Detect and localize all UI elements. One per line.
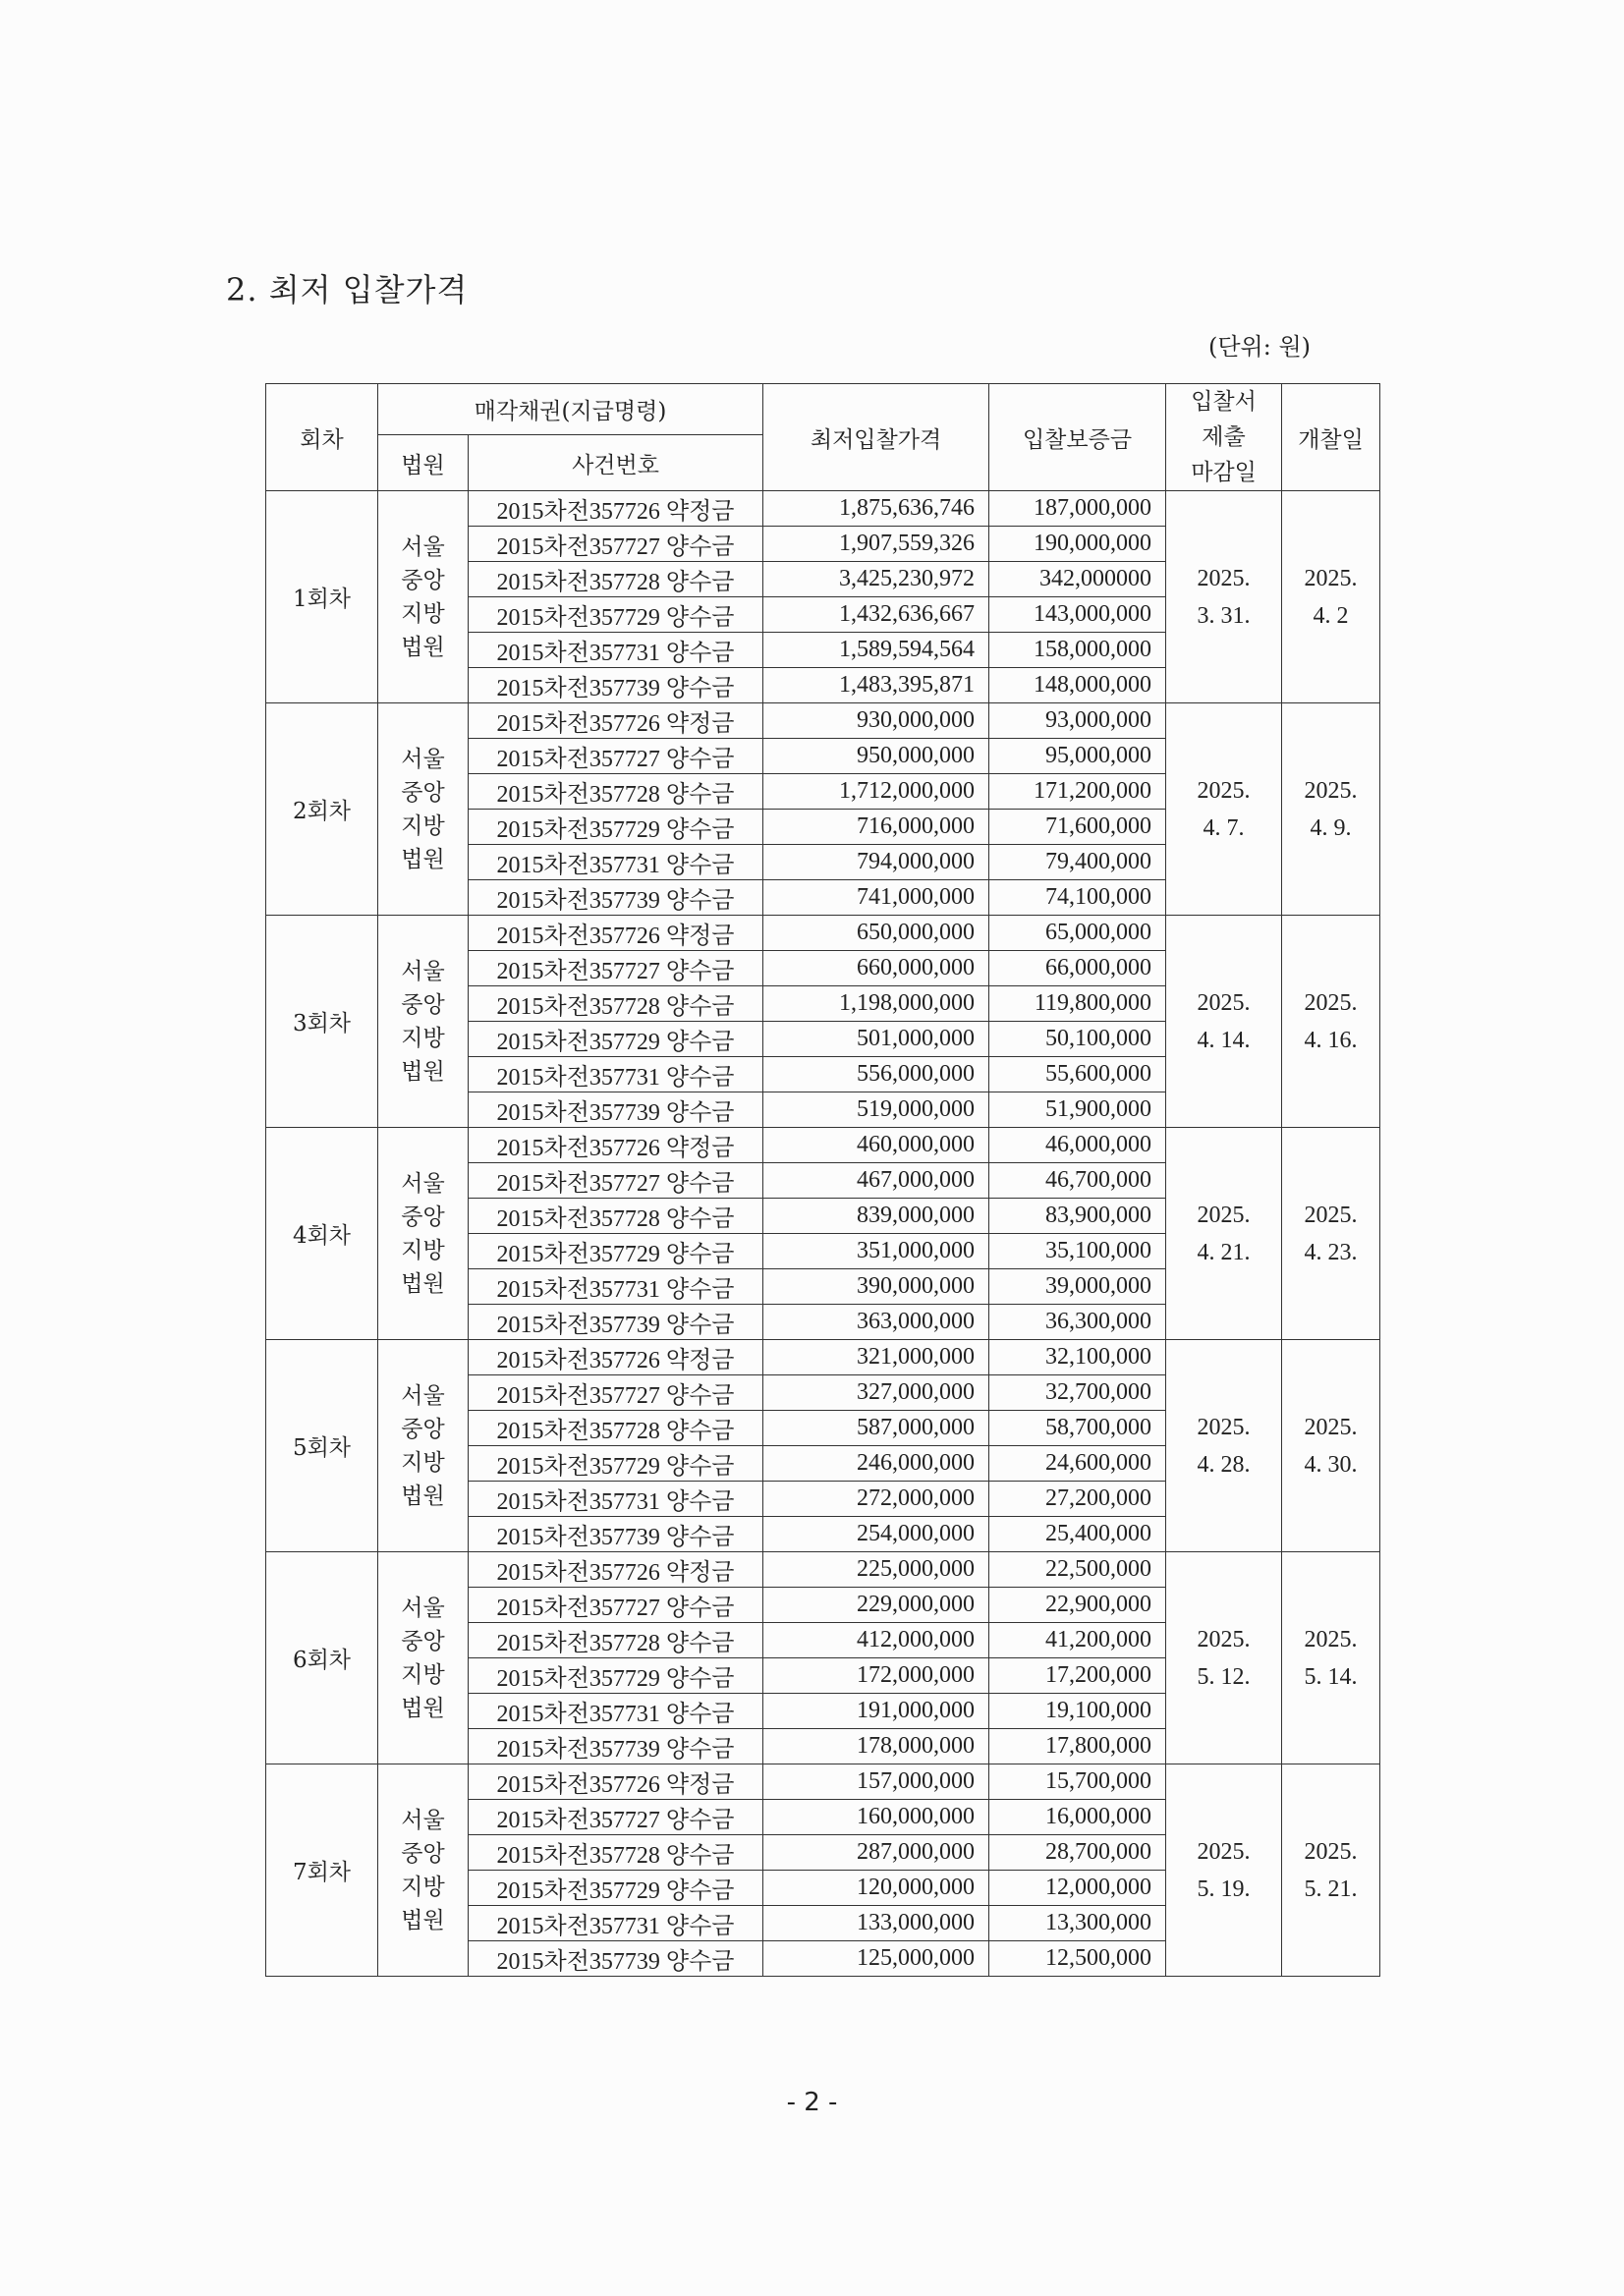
case-number-cell: 2015차전357727 양수금 xyxy=(469,739,763,774)
opening-date-line: 2025. xyxy=(1304,1414,1358,1440)
round-cell: 5회차 xyxy=(266,1340,378,1552)
section-heading: 2. 최저 입찰가격 xyxy=(226,271,469,308)
table-row xyxy=(266,491,1380,527)
court-label-line: 중앙 xyxy=(401,779,445,806)
opening-date-line: 4. 16. xyxy=(1304,1027,1358,1053)
court-label-line: 법원 xyxy=(401,1483,445,1509)
case-number-cell: 2015차전357726 약정금 xyxy=(469,1340,763,1375)
case-number-cell: 2015차전357726 약정금 xyxy=(469,1552,763,1588)
court-label-line: 지방 xyxy=(401,600,445,627)
min-bid-cell: 794,000,000 xyxy=(763,845,989,880)
court-label-line: 중앙 xyxy=(401,1628,445,1654)
deposit-cell: 19,100,000 xyxy=(989,1694,1166,1729)
case-number-cell: 2015차전357731 양수금 xyxy=(469,1906,763,1941)
opening-date-line: 4. 9. xyxy=(1310,814,1352,841)
deposit-cell: 74,100,000 xyxy=(989,880,1166,916)
deposit-cell: 16,000,000 xyxy=(989,1800,1166,1835)
minimum-bid-table xyxy=(265,383,1380,1977)
min-bid-cell: 412,000,000 xyxy=(763,1623,989,1658)
opening-date-line: 2025. xyxy=(1304,1838,1358,1865)
case-number-cell: 2015차전357726 약정금 xyxy=(469,491,763,527)
deposit-cell: 39,000,000 xyxy=(989,1269,1166,1305)
header-deadline-line: 제출 xyxy=(1202,424,1246,450)
case-number-cell: 2015차전357729 양수금 xyxy=(469,1658,763,1694)
court-label-line: 법원 xyxy=(401,846,445,872)
deposit-cell: 41,200,000 xyxy=(989,1623,1166,1658)
deposit-cell: 22,500,000 xyxy=(989,1552,1166,1588)
deadline-date-line: 2025. xyxy=(1197,1414,1251,1440)
court-cell xyxy=(378,1128,469,1340)
deadline-cell xyxy=(1166,1128,1282,1340)
court-cell xyxy=(378,491,469,703)
opening-date-line: 5. 14. xyxy=(1304,1663,1358,1690)
deposit-cell: 95,000,000 xyxy=(989,739,1166,774)
min-bid-cell: 1,432,636,667 xyxy=(763,597,989,633)
court-label-line: 중앙 xyxy=(401,1204,445,1230)
min-bid-cell: 120,000,000 xyxy=(763,1871,989,1906)
deposit-cell: 58,700,000 xyxy=(989,1411,1166,1446)
case-number-cell: 2015차전357739 양수금 xyxy=(469,1092,763,1128)
min-bid-cell: 1,589,594,564 xyxy=(763,633,989,668)
deposit-cell: 158,000,000 xyxy=(989,633,1166,668)
opening-cell xyxy=(1282,1552,1380,1764)
min-bid-cell: 327,000,000 xyxy=(763,1375,989,1411)
deadline-date-line: 5. 19. xyxy=(1197,1876,1251,1902)
court-label-line: 법원 xyxy=(401,1907,445,1933)
min-bid-cell: 556,000,000 xyxy=(763,1057,989,1092)
min-bid-cell: 390,000,000 xyxy=(763,1269,989,1305)
deposit-cell: 148,000,000 xyxy=(989,668,1166,703)
round-cell: 1회차 xyxy=(266,491,378,703)
header-deadline-line: 마감일 xyxy=(1191,460,1257,485)
min-bid-cell: 191,000,000 xyxy=(763,1694,989,1729)
min-bid-cell: 587,000,000 xyxy=(763,1411,989,1446)
case-number-cell: 2015차전357731 양수금 xyxy=(469,633,763,668)
table-row xyxy=(266,916,1380,951)
round-cell: 6회차 xyxy=(266,1552,378,1764)
court-label-line: 법원 xyxy=(401,1058,445,1085)
deadline-date-line: 5. 12. xyxy=(1197,1663,1251,1690)
deposit-cell: 27,200,000 xyxy=(989,1482,1166,1517)
deposit-cell: 50,100,000 xyxy=(989,1022,1166,1057)
min-bid-cell: 172,000,000 xyxy=(763,1658,989,1694)
deposit-cell: 32,700,000 xyxy=(989,1375,1166,1411)
min-bid-cell: 229,000,000 xyxy=(763,1588,989,1623)
deposit-cell: 28,700,000 xyxy=(989,1835,1166,1871)
min-bid-cell: 1,875,636,746 xyxy=(763,491,989,527)
opening-cell xyxy=(1282,703,1380,916)
deposit-cell: 13,300,000 xyxy=(989,1906,1166,1941)
deposit-cell: 55,600,000 xyxy=(989,1057,1166,1092)
deposit-cell: 12,500,000 xyxy=(989,1941,1166,1977)
deadline-cell xyxy=(1166,916,1282,1128)
min-bid-cell: 254,000,000 xyxy=(763,1517,989,1552)
deadline-cell xyxy=(1166,703,1282,916)
header-deadline-line: 입찰서 xyxy=(1191,389,1257,415)
case-number-cell: 2015차전357728 양수금 xyxy=(469,774,763,810)
case-number-cell: 2015차전357727 양수금 xyxy=(469,1588,763,1623)
court-label-line: 법원 xyxy=(401,634,445,660)
court-label-line: 서울 xyxy=(401,1807,445,1833)
opening-date-line: 4. 30. xyxy=(1304,1451,1358,1478)
table-row xyxy=(266,1128,1380,1163)
deposit-cell: 17,800,000 xyxy=(989,1729,1166,1764)
opening-cell xyxy=(1282,1764,1380,1977)
round-cell: 3회차 xyxy=(266,916,378,1128)
case-number-cell: 2015차전357731 양수금 xyxy=(469,845,763,880)
case-number-cell: 2015차전357729 양수금 xyxy=(469,1871,763,1906)
deposit-cell: 83,900,000 xyxy=(989,1199,1166,1234)
min-bid-cell: 519,000,000 xyxy=(763,1092,989,1128)
opening-date-line: 2025. xyxy=(1304,1626,1358,1652)
case-number-cell: 2015차전357728 양수금 xyxy=(469,1835,763,1871)
deposit-cell: 25,400,000 xyxy=(989,1517,1166,1552)
court-cell xyxy=(378,916,469,1128)
deadline-date-line: 4. 7. xyxy=(1203,814,1245,841)
case-number-cell: 2015차전357727 양수금 xyxy=(469,1800,763,1835)
deadline-date-line: 2025. xyxy=(1197,1838,1251,1865)
case-number-cell: 2015차전357727 양수금 xyxy=(469,1163,763,1199)
case-number-cell: 2015차전357729 양수금 xyxy=(469,1234,763,1269)
deposit-cell: 93,000,000 xyxy=(989,703,1166,739)
court-label-line: 서울 xyxy=(401,1595,445,1621)
court-label-line: 지방 xyxy=(401,1661,445,1688)
opening-date-line: 2025. xyxy=(1304,777,1358,804)
min-bid-cell: 178,000,000 xyxy=(763,1729,989,1764)
header-opening: 개찰일 xyxy=(1282,384,1380,491)
deposit-cell: 22,900,000 xyxy=(989,1588,1166,1623)
opening-date-line: 2025. xyxy=(1304,1202,1358,1228)
min-bid-cell: 246,000,000 xyxy=(763,1446,989,1482)
round-cell: 2회차 xyxy=(266,703,378,916)
case-number-cell: 2015차전357728 양수금 xyxy=(469,1411,763,1446)
court-label-line: 서울 xyxy=(401,958,445,984)
deposit-cell: 190,000,000 xyxy=(989,527,1166,562)
min-bid-cell: 716,000,000 xyxy=(763,810,989,845)
deposit-cell: 15,700,000 xyxy=(989,1764,1166,1800)
deadline-cell xyxy=(1166,1764,1282,1977)
min-bid-cell: 157,000,000 xyxy=(763,1764,989,1800)
case-number-cell: 2015차전357727 양수금 xyxy=(469,1375,763,1411)
opening-date-line: 4. 2 xyxy=(1313,602,1349,629)
deadline-date-line: 4. 21. xyxy=(1197,1239,1251,1265)
opening-date-line: 2025. xyxy=(1304,565,1358,591)
min-bid-cell: 650,000,000 xyxy=(763,916,989,951)
case-number-cell: 2015차전357739 양수금 xyxy=(469,668,763,703)
case-number-cell: 2015차전357731 양수금 xyxy=(469,1269,763,1305)
court-cell xyxy=(378,1764,469,1977)
case-number-cell: 2015차전357729 양수금 xyxy=(469,810,763,845)
court-label-line: 법원 xyxy=(401,1695,445,1721)
court-label-line: 지방 xyxy=(401,1449,445,1476)
court-label-line: 지방 xyxy=(401,1025,445,1051)
unit-note: (단위: 원) xyxy=(1208,333,1311,361)
deadline-cell xyxy=(1166,1552,1282,1764)
min-bid-cell: 272,000,000 xyxy=(763,1482,989,1517)
min-bid-cell: 660,000,000 xyxy=(763,951,989,986)
case-number-cell: 2015차전357739 양수금 xyxy=(469,880,763,916)
case-number-cell: 2015차전357726 약정금 xyxy=(469,1128,763,1163)
min-bid-cell: 741,000,000 xyxy=(763,880,989,916)
court-label-line: 중앙 xyxy=(401,1416,445,1442)
opening-cell xyxy=(1282,491,1380,703)
header-case-no: 사건번호 xyxy=(469,435,763,491)
case-number-cell: 2015차전357728 양수금 xyxy=(469,1199,763,1234)
court-label-line: 중앙 xyxy=(401,991,445,1018)
opening-cell xyxy=(1282,1128,1380,1340)
min-bid-cell: 321,000,000 xyxy=(763,1340,989,1375)
deposit-cell: 71,600,000 xyxy=(989,810,1166,845)
case-number-cell: 2015차전357727 양수금 xyxy=(469,527,763,562)
court-label-line: 서울 xyxy=(401,1170,445,1197)
deposit-cell: 24,600,000 xyxy=(989,1446,1166,1482)
deposit-cell: 17,200,000 xyxy=(989,1658,1166,1694)
min-bid-cell: 287,000,000 xyxy=(763,1835,989,1871)
table-row xyxy=(266,1340,1380,1375)
court-label-line: 서울 xyxy=(401,1382,445,1409)
case-number-cell: 2015차전357727 양수금 xyxy=(469,951,763,986)
opening-cell xyxy=(1282,916,1380,1128)
min-bid-cell: 1,907,559,326 xyxy=(763,527,989,562)
deposit-cell: 51,900,000 xyxy=(989,1092,1166,1128)
table-row xyxy=(266,1764,1380,1800)
case-number-cell: 2015차전357739 양수금 xyxy=(469,1305,763,1340)
round-cell: 7회차 xyxy=(266,1764,378,1977)
case-number-cell: 2015차전357729 양수금 xyxy=(469,1022,763,1057)
court-label-line: 서울 xyxy=(401,746,445,772)
deposit-cell: 342,000000 xyxy=(989,562,1166,597)
deadline-date-line: 3. 31. xyxy=(1197,602,1251,629)
min-bid-cell: 225,000,000 xyxy=(763,1552,989,1588)
header-min-bid: 최저입찰가격 xyxy=(763,384,989,491)
opening-cell xyxy=(1282,1340,1380,1552)
min-bid-cell: 467,000,000 xyxy=(763,1163,989,1199)
court-cell xyxy=(378,703,469,916)
deposit-cell: 143,000,000 xyxy=(989,597,1166,633)
min-bid-cell: 1,483,395,871 xyxy=(763,668,989,703)
deposit-cell: 119,800,000 xyxy=(989,986,1166,1022)
deadline-date-line: 4. 14. xyxy=(1197,1027,1251,1053)
deposit-cell: 32,100,000 xyxy=(989,1340,1166,1375)
case-number-cell: 2015차전357731 양수금 xyxy=(469,1057,763,1092)
min-bid-cell: 3,425,230,972 xyxy=(763,562,989,597)
court-label-line: 지방 xyxy=(401,1237,445,1263)
min-bid-cell: 125,000,000 xyxy=(763,1941,989,1977)
court-label-line: 지방 xyxy=(401,812,445,839)
deadline-date-line: 2025. xyxy=(1197,565,1251,591)
case-number-cell: 2015차전357731 양수금 xyxy=(469,1482,763,1517)
deposit-cell: 66,000,000 xyxy=(989,951,1166,986)
header-deadline xyxy=(1166,384,1282,491)
case-number-cell: 2015차전357729 양수금 xyxy=(469,597,763,633)
opening-date-line: 5. 21. xyxy=(1304,1876,1358,1902)
table-row xyxy=(266,703,1380,739)
header-court: 법원 xyxy=(378,435,469,491)
opening-date-line: 2025. xyxy=(1304,989,1358,1016)
deadline-date-line: 2025. xyxy=(1197,989,1251,1016)
round-cell: 4회차 xyxy=(266,1128,378,1340)
deposit-cell: 187,000,000 xyxy=(989,491,1166,527)
deadline-date-line: 2025. xyxy=(1197,777,1251,804)
deadline-date-line: 2025. xyxy=(1197,1202,1251,1228)
opening-date-line: 4. 23. xyxy=(1304,1239,1358,1265)
case-number-cell: 2015차전357739 양수금 xyxy=(469,1517,763,1552)
court-label-line: 지방 xyxy=(401,1874,445,1900)
min-bid-cell: 839,000,000 xyxy=(763,1199,989,1234)
min-bid-cell: 1,198,000,000 xyxy=(763,986,989,1022)
min-bid-cell: 160,000,000 xyxy=(763,1800,989,1835)
case-number-cell: 2015차전357726 약정금 xyxy=(469,703,763,739)
deposit-cell: 171,200,000 xyxy=(989,774,1166,810)
deposit-cell: 46,700,000 xyxy=(989,1163,1166,1199)
deadline-date-line: 4. 28. xyxy=(1197,1451,1251,1478)
case-number-cell: 2015차전357726 약정금 xyxy=(469,1764,763,1800)
case-number-cell: 2015차전357728 양수금 xyxy=(469,986,763,1022)
case-number-cell: 2015차전357728 양수금 xyxy=(469,1623,763,1658)
deposit-cell: 12,000,000 xyxy=(989,1871,1166,1906)
deadline-date-line: 2025. xyxy=(1197,1626,1251,1652)
min-bid-cell: 930,000,000 xyxy=(763,703,989,739)
deposit-cell: 36,300,000 xyxy=(989,1305,1166,1340)
case-number-cell: 2015차전357739 양수금 xyxy=(469,1941,763,1977)
min-bid-cell: 133,000,000 xyxy=(763,1906,989,1941)
court-label-line: 중앙 xyxy=(401,567,445,593)
table-row xyxy=(266,1552,1380,1588)
deposit-cell: 65,000,000 xyxy=(989,916,1166,951)
deadline-cell xyxy=(1166,491,1282,703)
header-deposit: 입찰보증금 xyxy=(989,384,1166,491)
case-number-cell: 2015차전357726 약정금 xyxy=(469,916,763,951)
min-bid-cell: 460,000,000 xyxy=(763,1128,989,1163)
table-body xyxy=(266,491,1380,1977)
deposit-cell: 79,400,000 xyxy=(989,845,1166,880)
min-bid-cell: 1,712,000,000 xyxy=(763,774,989,810)
case-number-cell: 2015차전357739 양수금 xyxy=(469,1729,763,1764)
court-label-line: 중앙 xyxy=(401,1840,445,1867)
court-cell xyxy=(378,1340,469,1552)
deposit-cell: 46,000,000 xyxy=(989,1128,1166,1163)
min-bid-cell: 950,000,000 xyxy=(763,739,989,774)
court-label-line: 서울 xyxy=(401,533,445,560)
min-bid-cell: 501,000,000 xyxy=(763,1022,989,1057)
court-label-line: 법원 xyxy=(401,1270,445,1297)
min-bid-cell: 351,000,000 xyxy=(763,1234,989,1269)
page-number: - 2 - xyxy=(786,2088,838,2117)
court-cell xyxy=(378,1552,469,1764)
header-round: 회차 xyxy=(266,384,378,491)
min-bid-cell: 363,000,000 xyxy=(763,1305,989,1340)
deadline-cell xyxy=(1166,1340,1282,1552)
header-bond-group: 매각채권(지급명령) xyxy=(378,384,763,435)
case-number-cell: 2015차전357731 양수금 xyxy=(469,1694,763,1729)
case-number-cell: 2015차전357729 양수금 xyxy=(469,1446,763,1482)
deposit-cell: 35,100,000 xyxy=(989,1234,1166,1269)
case-number-cell: 2015차전357728 양수금 xyxy=(469,562,763,597)
